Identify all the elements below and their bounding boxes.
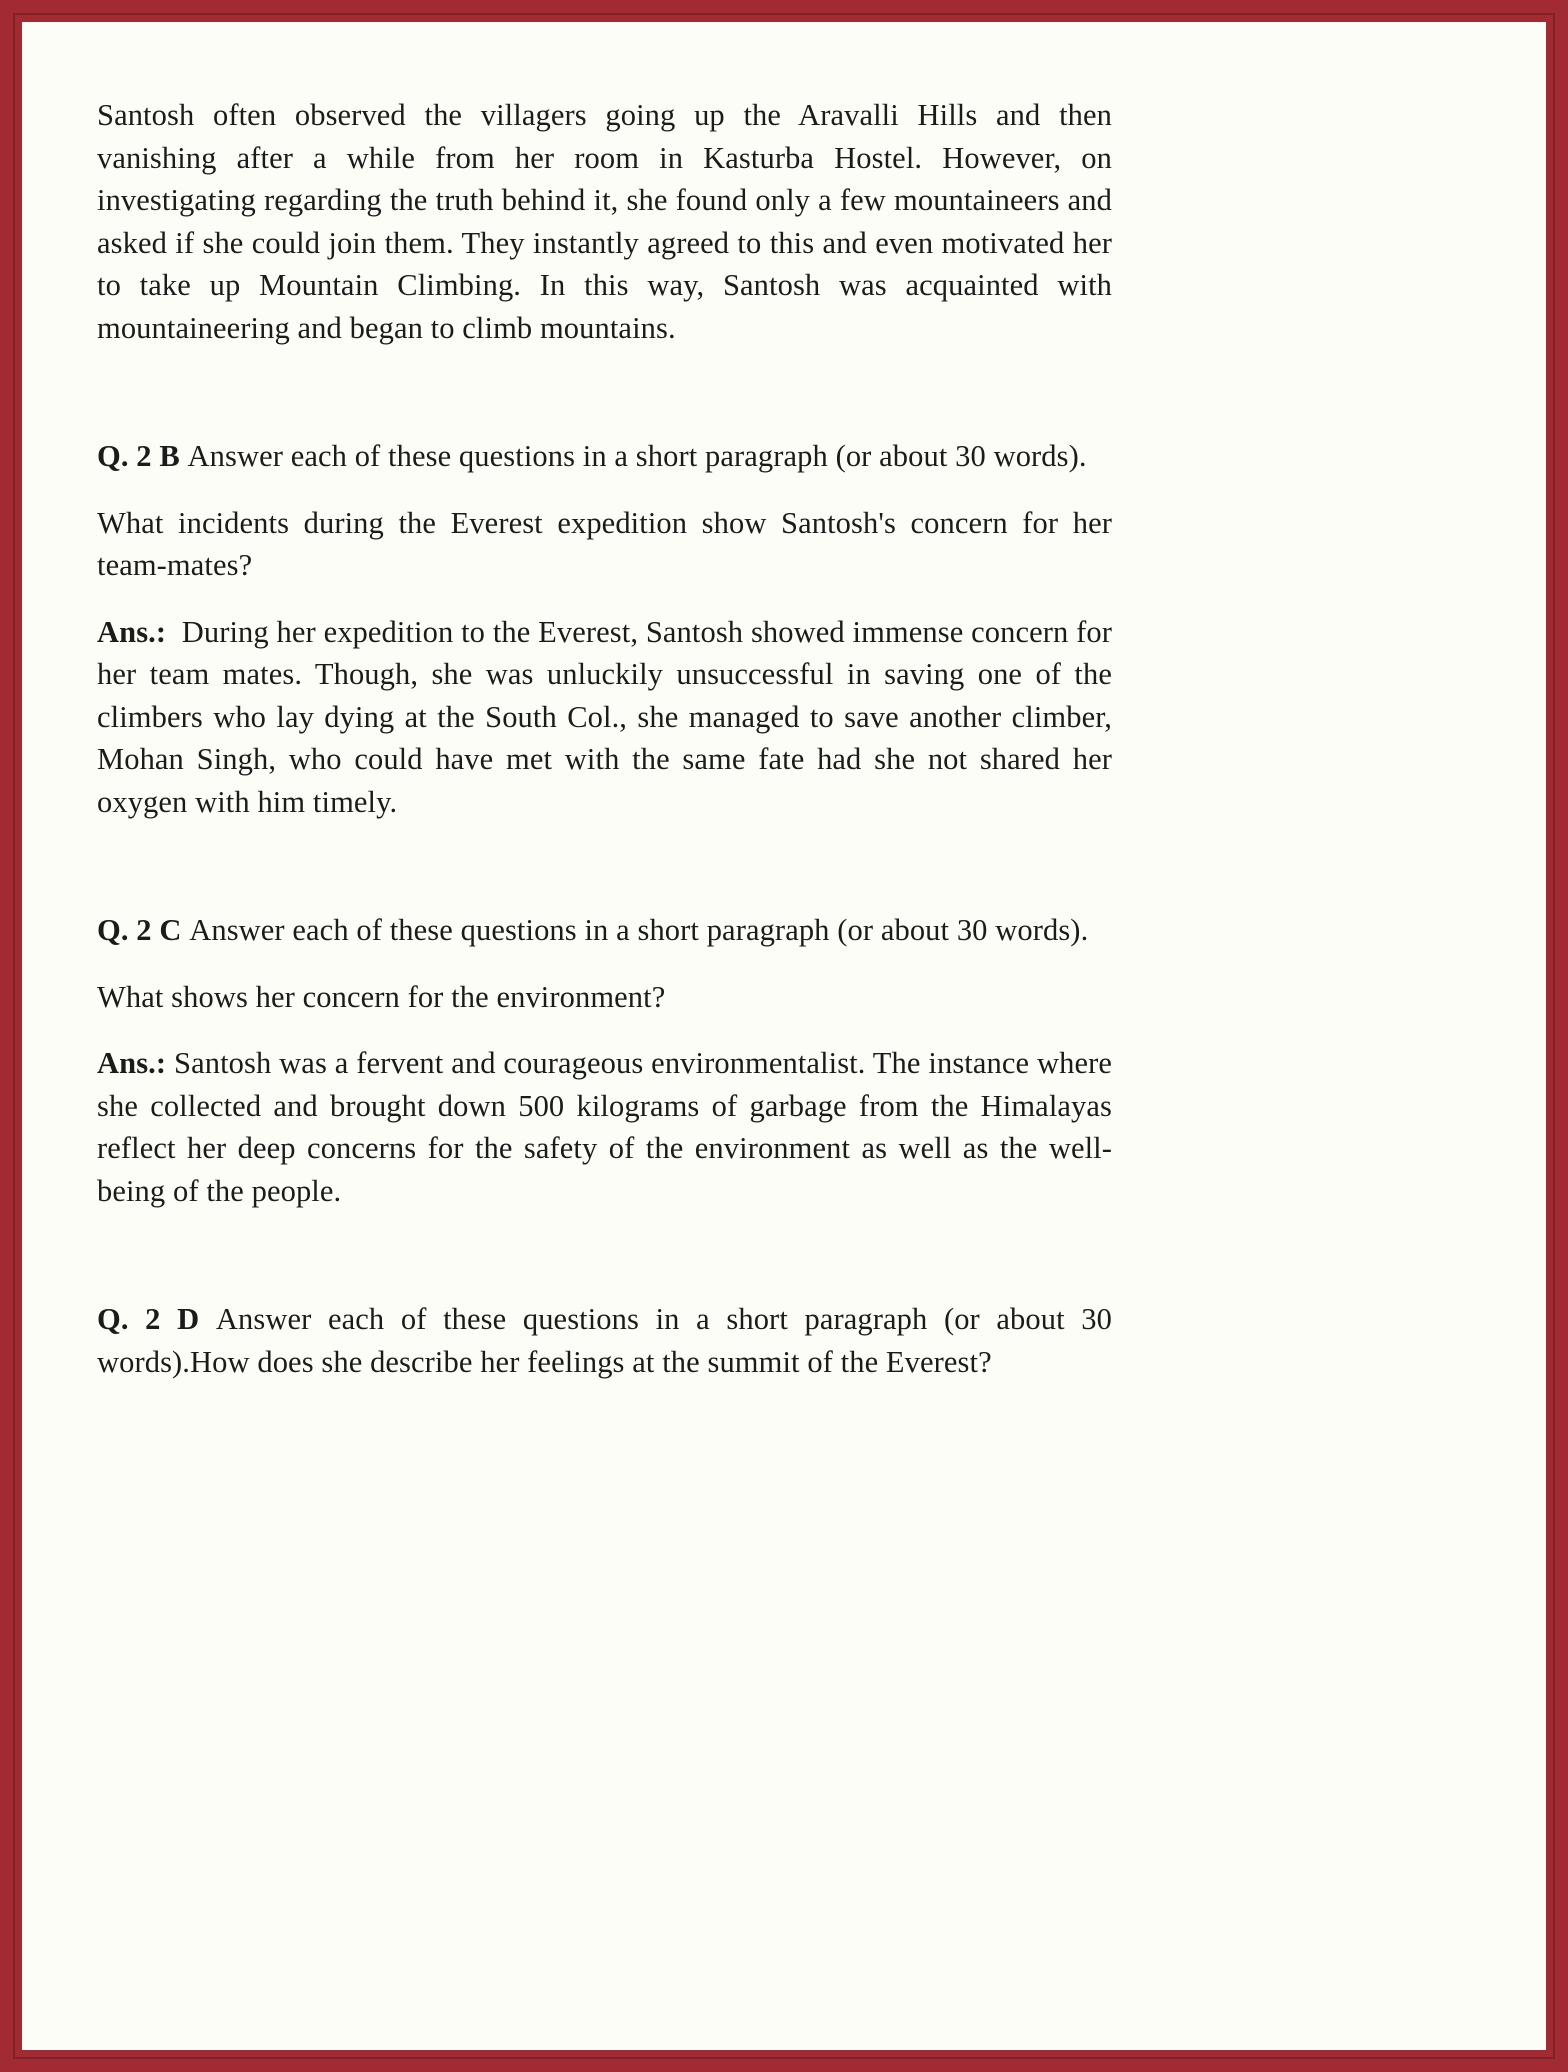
question-2b-text: What incidents during the Everest expedition show Santosh's concern for her team-mates? [97, 505, 1112, 582]
section-gap [97, 823, 1112, 909]
section-gap [97, 349, 1112, 435]
question-2d-instruction: Answer each of these questions in a short paragraph (or about 30 words).How does she describe her feelings at the summit of the Everest? [97, 1302, 1112, 1379]
question-gap [97, 587, 1112, 611]
document-text-column [97, 94, 1112, 1383]
question-2b-instruction: Answer each of these questions in a short paragraph (or about 30 words). [187, 439, 1087, 473]
question-2c-text: What shows her concern for the environment? [97, 979, 666, 1014]
answer-2c [97, 1042, 1112, 1212]
question-2d-heading [97, 1298, 1112, 1383]
document-page [22, 22, 1546, 2050]
answer-2b-text: During her expedition to the Everest, Santosh showed immense concern for her team mates. Though, she was unluckily unsuccessful in saving one of the climbers who lay dying at the South Col., she managed to save another climber, Mohan Singh, who could have met with the same fate had she not shared her oxygen with him timely. [97, 614, 1112, 819]
question-2c-label: Q. 2 C [97, 913, 182, 947]
answer-2c-label: Ans.: [97, 1046, 167, 1080]
heading-gap [97, 952, 1112, 976]
question-2c-heading [97, 909, 1112, 952]
heading-gap [97, 478, 1112, 502]
intro-paragraph: Santosh often observed the villagers going up the Aravalli Hills and then vanishing after a while from her room in Kasturba Hostel. However, on investigating regarding the truth behind it, she found only a few mountaineers and asked if she could join them. They instantly agreed to this and even motivated her to take up Mountain Climbing. In this way, Santosh was acquainted with mountaineering and began to climb mountains. [97, 98, 1112, 345]
question-gap [97, 1018, 1112, 1042]
answer-2c-text: Santosh was a fervent and courageous environmentalist. The instance where she collected and brought down 500 kilograms of garbage from the Himalayas reflect her deep concerns for the safety of the environment as well as the well-being of the people. [97, 1046, 1112, 1208]
answer-2b [97, 611, 1112, 824]
question-2b-label: Q. 2 B [97, 439, 180, 473]
question-2d-label: Q. 2 D [97, 1302, 200, 1336]
answer-2b-label: Ans.: [97, 614, 167, 649]
section-gap [97, 1212, 1112, 1298]
question-2b-heading [97, 435, 1112, 478]
question-2c-instruction: Answer each of these questions in a short paragraph (or about 30 words). [189, 913, 1089, 947]
